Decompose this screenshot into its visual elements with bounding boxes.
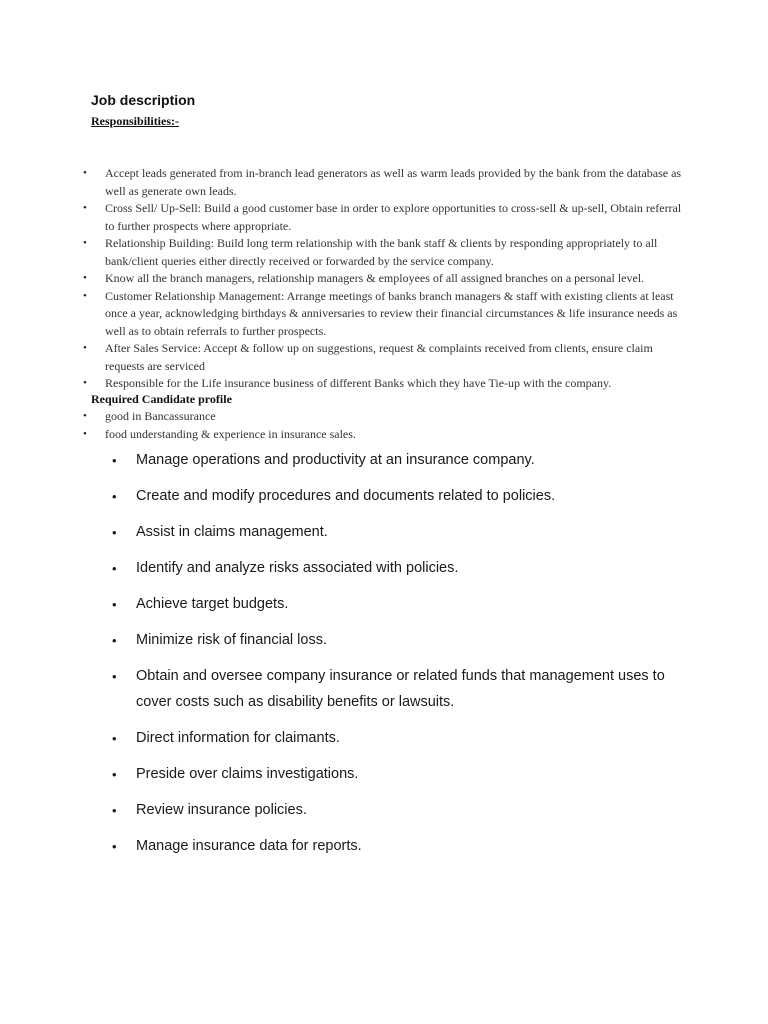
- bullet-icon: •: [112, 766, 117, 782]
- list-item: [82, 270, 682, 288]
- list-item: [82, 165, 682, 200]
- list-item: [112, 556, 692, 582]
- duties-list: [112, 448, 692, 870]
- list-item-text: Create and modify procedures and documents related to policies.: [136, 488, 556, 504]
- list-item-text: Relationship Building: Build long term relationship with the bank staff & clients by responding appropriately to all bank/client queries either directly received or forwarded by the service company.: [105, 236, 658, 268]
- list-item-text: Assist in claims management.: [136, 524, 328, 540]
- list-item: [82, 235, 682, 270]
- list-item-text: Know all the branch managers, relationship managers & employees of all assigned branches on a personal level.: [105, 271, 645, 285]
- list-item: [112, 762, 692, 788]
- list-item: [112, 448, 692, 474]
- bullet-icon: •: [112, 838, 117, 854]
- list-item-text: Preside over claims investigations.: [136, 765, 359, 782]
- bullet-icon: •: [112, 561, 117, 576]
- list-item-text: Manage operations and productivity at an insurance company.: [136, 452, 535, 468]
- list-item: [112, 798, 692, 824]
- bullet-icon: •: [83, 342, 87, 354]
- list-item-text: Accept leads generated from in-branch lead generators as well as warm leads provided by the bank from the database as well as generate own leads.: [105, 166, 682, 198]
- list-item: [112, 726, 692, 752]
- bullet-icon: •: [112, 489, 117, 504]
- list-item: [112, 592, 692, 618]
- bullet-icon: •: [83, 237, 87, 249]
- bullet-icon: •: [112, 525, 117, 540]
- list-item-text: good in Bancassurance: [105, 409, 216, 423]
- list-item-text: Manage insurance data for reports.: [136, 837, 362, 854]
- bullet-icon: •: [112, 802, 117, 818]
- bullet-icon: •: [83, 202, 87, 214]
- list-item-text: Review insurance policies.: [136, 801, 307, 818]
- list-item: [82, 340, 682, 375]
- list-item: [82, 408, 682, 426]
- document-title: Job description: [91, 92, 196, 108]
- list-item-text: After Sales Service: Accept & follow up on suggestions, request & complaints received from clients, ensure claim requests are serviced: [105, 341, 653, 373]
- list-item-text: Customer Relationship Management: Arrange meetings of banks branch managers & staff with existing clients at least once a year, acknowledging birthdays & anniversaries to review their financial circumstances & life insurance needs as well as to obtain referrals to further prospects.: [105, 288, 678, 338]
- list-item: [112, 520, 692, 546]
- list-item-text: food understanding & experience in insurance sales.: [105, 426, 356, 441]
- bullet-icon: •: [112, 597, 117, 612]
- list-item-text: Identify and analyze risks associated with policies.: [136, 560, 459, 576]
- bullet-icon: •: [112, 633, 117, 648]
- list-item: [112, 664, 692, 715]
- list-item: [112, 484, 692, 510]
- list-item-text: Minimize risk of financial loss.: [136, 632, 327, 648]
- list-item: [112, 834, 692, 860]
- bullet-icon: •: [83, 272, 87, 284]
- list-item: [112, 628, 692, 654]
- list-item-text: Responsible for the Life insurance business of different Banks which they have Tie-up with the company.: [105, 376, 612, 390]
- bullet-icon: •: [112, 453, 117, 468]
- list-item-text: Obtain and oversee company insurance or related funds that management uses to cover costs such as disability benefits or lawsuits.: [136, 668, 665, 710]
- profile-list: [82, 408, 682, 443]
- list-item-text: Direct information for claimants.: [136, 729, 340, 746]
- bullet-icon: •: [83, 427, 87, 440]
- list-item-text: Achieve target budgets.: [136, 596, 289, 612]
- profile-heading: Required Candidate profile: [91, 392, 232, 406]
- bullet-icon: •: [83, 289, 87, 302]
- list-item: [82, 375, 682, 393]
- list-item: [82, 426, 682, 444]
- bullet-icon: •: [112, 730, 117, 746]
- responsibilities-list: [82, 165, 682, 393]
- bullet-icon: •: [112, 669, 117, 684]
- bullet-icon: •: [83, 167, 87, 179]
- list-item-text: Cross Sell/ Up-Sell: Build a good customer base in order to explore opportunities to cross-sell & up-sell, Obtain referral to further prospects where appropriate.: [105, 201, 682, 233]
- bullet-icon: •: [83, 410, 87, 422]
- responsibilities-heading: Responsibilities:-: [91, 114, 180, 128]
- list-item: [82, 288, 682, 341]
- list-item: [82, 200, 682, 235]
- bullet-icon: •: [83, 377, 87, 389]
